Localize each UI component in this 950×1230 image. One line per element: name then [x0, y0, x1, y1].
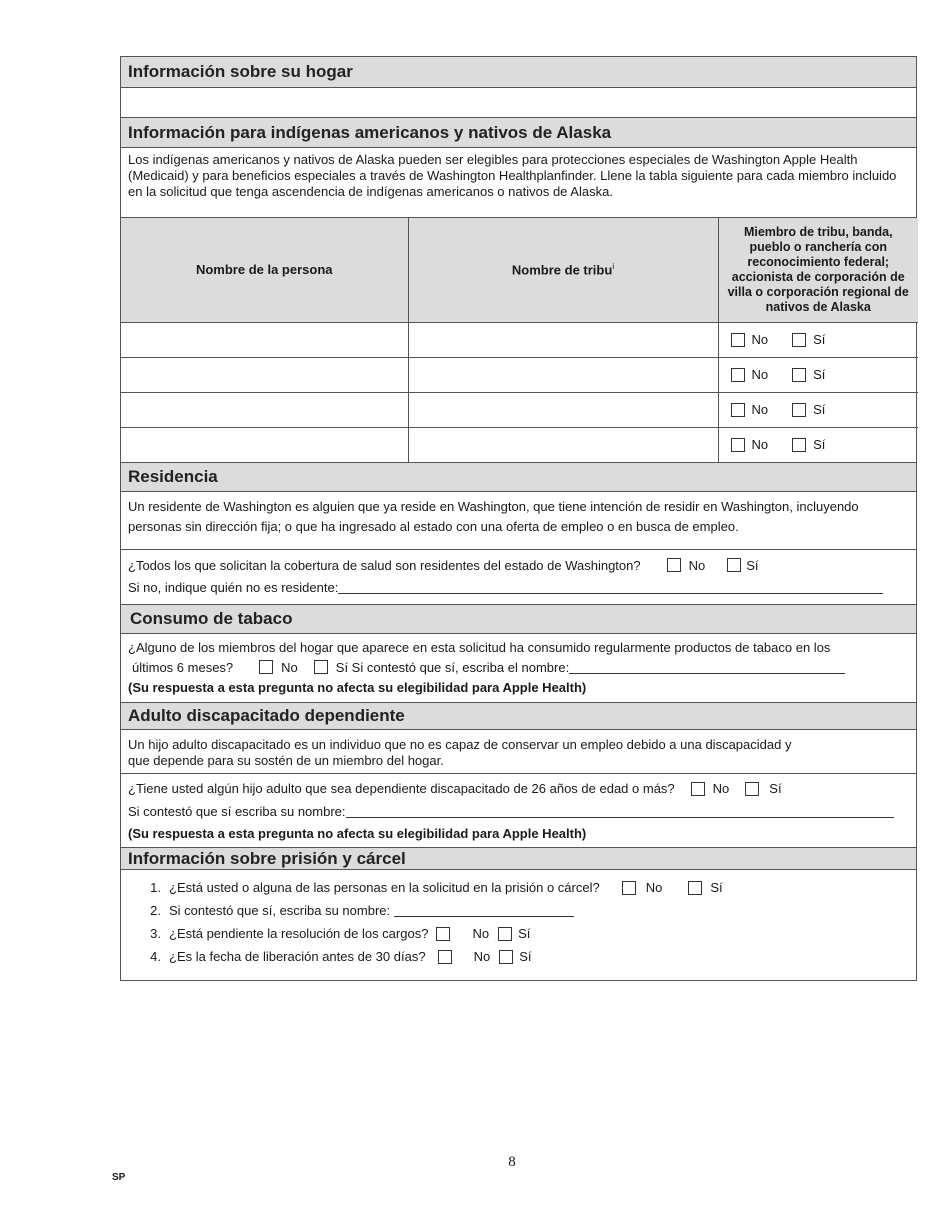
- tribe-table-row: No Sí: [121, 392, 918, 427]
- household-section-header: [121, 57, 916, 88]
- prison-question-list: [121, 870, 916, 980]
- disabled-note: (Su respuesta a esta pregunta no afecta su elegibilidad para Apple Health): [128, 826, 587, 841]
- prison-q1-no-checkbox[interactable]: [622, 881, 636, 895]
- disabled-name-label: Si contestó que sí escriba su nombre:: [128, 803, 346, 819]
- tribe-table-row: No Sí: [121, 322, 918, 357]
- application-form: [120, 56, 917, 981]
- disabled-no-checkbox[interactable]: [691, 782, 705, 796]
- residency-question-block: ¿Todos los que solicitan la cobertura de salud son residentes del estado de Washington? No Sí Si no, indique quién no es residente:: [121, 550, 916, 605]
- tobacco-question-line1: ¿Alguno de los miembros del hogar que aparece en esta solicitud ha consumido regularmente productos de tabaco en los: [128, 640, 831, 655]
- tribe-table-row: No Sí: [121, 357, 918, 392]
- residency-yes-checkbox[interactable]: [727, 558, 741, 572]
- disabled-title: Adulto discapacitado dependiente: [128, 706, 405, 725]
- member-no-checkbox[interactable]: [731, 368, 745, 382]
- person-name-cell[interactable]: [121, 392, 408, 427]
- member-yes-checkbox[interactable]: [792, 368, 806, 382]
- prison-q4-no-checkbox[interactable]: [438, 950, 452, 964]
- page-number: 8: [508, 1154, 516, 1170]
- tribe-name-cell[interactable]: [408, 427, 718, 462]
- member-yes-checkbox[interactable]: [792, 438, 806, 452]
- residency-title: Residencia: [128, 467, 218, 486]
- non-resident-name-field[interactable]: [338, 581, 883, 594]
- tobacco-no-checkbox[interactable]: [259, 660, 273, 674]
- residency-question: ¿Todos los que solicitan la cobertura de salud son residentes del estado de Washington?: [128, 557, 641, 573]
- disabled-description-line1: Un hijo adulto discapacitado es un individuo que no es capaz de conservar un empleo debido a una discapacidad y: [128, 737, 792, 752]
- tobacco-question-line2: últimos 6 meses?: [132, 659, 234, 675]
- household-blank-row: [121, 88, 916, 118]
- residency-section-header: [121, 462, 916, 492]
- person-name-cell[interactable]: [121, 427, 408, 462]
- tobacco-question-block: ¿Alguno de los miembros del hogar que aparece en esta solicitud ha consumido regularmente productos de tabaco en los últimos 6 meses? No Sí Si contestó que sí, escriba el nombre: (Su respuesta a esta pregunta no afecta su elegibilidad para Apple Health): [121, 634, 916, 703]
- tobacco-name-field[interactable]: [569, 661, 845, 674]
- disabled-name-field[interactable]: [346, 805, 894, 818]
- tribe-table-header-row: [121, 218, 918, 322]
- tribe-table: [121, 218, 918, 462]
- residency-no-checkbox[interactable]: [667, 558, 681, 572]
- prison-q4-yes-checkbox[interactable]: [499, 950, 513, 964]
- tobacco-yes-checkbox[interactable]: [314, 660, 328, 674]
- prison-q3-yes-checkbox[interactable]: [498, 927, 512, 941]
- disabled-question: ¿Tiene usted algún hijo adulto que sea dependiente discapacitado de 26 años de edad o más?: [128, 781, 675, 796]
- residency-followup-label: Si no, indique quién no es residente:: [128, 579, 339, 595]
- prison-question-3: 3. ¿Está pendiente la resolución de los cargos? No Sí: [150, 926, 531, 941]
- language-mark: SP: [112, 1172, 126, 1183]
- household-title: Información sobre su hogar: [128, 62, 353, 81]
- prison-section-header: [121, 848, 916, 870]
- person-name-cell[interactable]: [121, 357, 408, 392]
- tobacco-section-header: [121, 605, 916, 634]
- col-person-header: Nombre de la persona: [121, 218, 408, 322]
- tribe-table-row: No Sí: [121, 427, 918, 462]
- tribe-name-cell[interactable]: [408, 322, 718, 357]
- prison-title: Información sobre prisión y cárcel: [128, 848, 406, 868]
- disabled-section-header: [121, 703, 916, 730]
- prison-name-field[interactable]: [394, 904, 574, 917]
- person-name-cell[interactable]: [121, 322, 408, 357]
- col-tribe-header: Nombre de tribu$^i$: [408, 218, 718, 322]
- prison-q3-no-checkbox[interactable]: [436, 927, 450, 941]
- tribe-name-cell[interactable]: [408, 357, 718, 392]
- tribe-name-cell[interactable]: [408, 392, 718, 427]
- member-no-checkbox[interactable]: [731, 438, 745, 452]
- member-yes-checkbox[interactable]: [792, 403, 806, 417]
- prison-question-2: 2. Si contestó que sí, escriba su nombre:: [121, 899, 916, 922]
- disabled-description-block: [121, 730, 916, 774]
- indigenous-section-header: [121, 118, 916, 148]
- tobacco-note: (Su respuesta a esta pregunta no afecta su elegibilidad para Apple Health): [128, 680, 587, 695]
- disabled-yes-checkbox[interactable]: [745, 782, 759, 796]
- prison-question-1: 1. ¿Está usted o alguna de las personas en la solicitud en la prisión o cárcel? No Sí: [150, 880, 723, 895]
- col-member-header: Miembro de tribu, banda, pueblo o ranchería con reconocimiento federal; accionista de corporación de villa o corporación regional de nativos de Alaska: [718, 218, 918, 322]
- member-yes-checkbox[interactable]: [792, 333, 806, 347]
- prison-q1-yes-checkbox[interactable]: [688, 881, 702, 895]
- tobacco-title: Consumo de tabaco: [130, 609, 293, 628]
- member-no-checkbox[interactable]: [731, 403, 745, 417]
- residency-description: Un residente de Washington es alguien que ya reside en Washington, que tiene intención de residir en Washington, incluyendo personas sin dirección fija; o que ha ingresado al estado con una oferta de empleo o en busca de empleo.: [121, 492, 916, 550]
- member-no-checkbox[interactable]: [731, 333, 745, 347]
- disabled-question-block: ¿Tiene usted algún hijo adulto que sea dependiente discapacitado de 26 años de edad o más? No Sí Si contestó que sí escriba su nombre: (Su respuesta a esta pregunta no afecta su elegibilidad para Apple Health): [121, 774, 916, 848]
- prison-question-4: 4. ¿Es la fecha de liberación antes de 30 días? No Sí: [150, 949, 532, 964]
- disabled-description-line2: que depende para su sostén de un miembro del hogar.: [128, 753, 444, 768]
- indigenous-description: Los indígenas americanos y nativos de Alaska pueden ser elegibles para protecciones especiales de Washington Apple Health (Medicaid) y para beneficios especiales a través de Washington Healthplanfinder. Llene la tabla siguiente para cada miembro incluido en la solicitud que tenga ascendencia de indígenas americanos o nativos de Alaska.: [121, 148, 916, 218]
- indigenous-title: Información para indígenas americanos y nativos de Alaska: [128, 122, 612, 142]
